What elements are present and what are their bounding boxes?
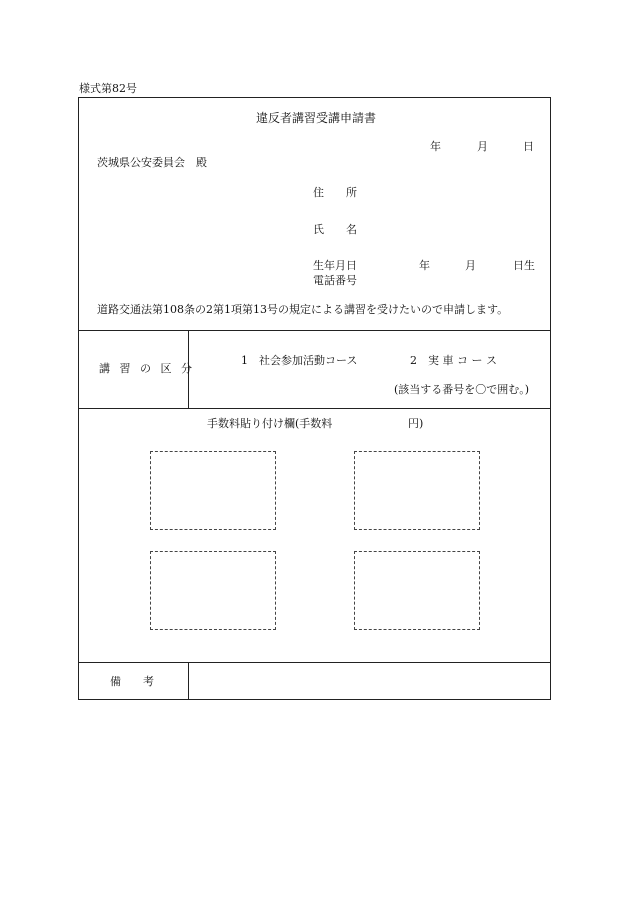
phone-label: 電話番号	[313, 274, 357, 287]
course-option-social: 1 社会参加活動コース	[241, 354, 358, 367]
form-title: 違反者講習受講申請書	[256, 111, 377, 125]
remarks-label: 備 考	[110, 675, 154, 688]
birthdate-label: 生年月日	[313, 259, 357, 272]
date-month: 月	[477, 140, 488, 153]
revenue-stamp-box	[354, 551, 480, 630]
date-day: 日	[523, 140, 534, 153]
birth-day: 日生	[513, 259, 535, 272]
course-selection-note: (該当する番号を〇で囲む。)	[394, 383, 530, 396]
application-statement: 道路交通法第108条の2第1項第13号の規定による講習を受けたいので申請します。	[97, 303, 509, 316]
divider-course-top	[78, 330, 551, 331]
course-section-label: 講 習 の 区 分	[99, 362, 195, 375]
revenue-stamp-box	[354, 451, 480, 530]
remarks-field[interactable]	[189, 663, 550, 699]
address-label: 住 所	[313, 186, 357, 199]
revenue-stamp-box	[150, 551, 276, 630]
name-label: 氏 名	[313, 223, 357, 236]
course-option-driving: 2 実 車 コ ー ス	[410, 354, 497, 367]
addressee: 茨城県公安委員会 殿	[97, 156, 207, 169]
date-year: 年	[430, 140, 441, 153]
birth-month: 月	[465, 259, 476, 272]
form-number: 様式第82号	[79, 82, 137, 95]
divider-fee-top	[78, 408, 551, 409]
revenue-stamp-box	[150, 451, 276, 530]
fee-unit: 円)	[408, 417, 424, 430]
birth-year: 年	[419, 259, 430, 272]
fee-section-label: 手数料貼り付け欄(手数料	[207, 417, 333, 430]
